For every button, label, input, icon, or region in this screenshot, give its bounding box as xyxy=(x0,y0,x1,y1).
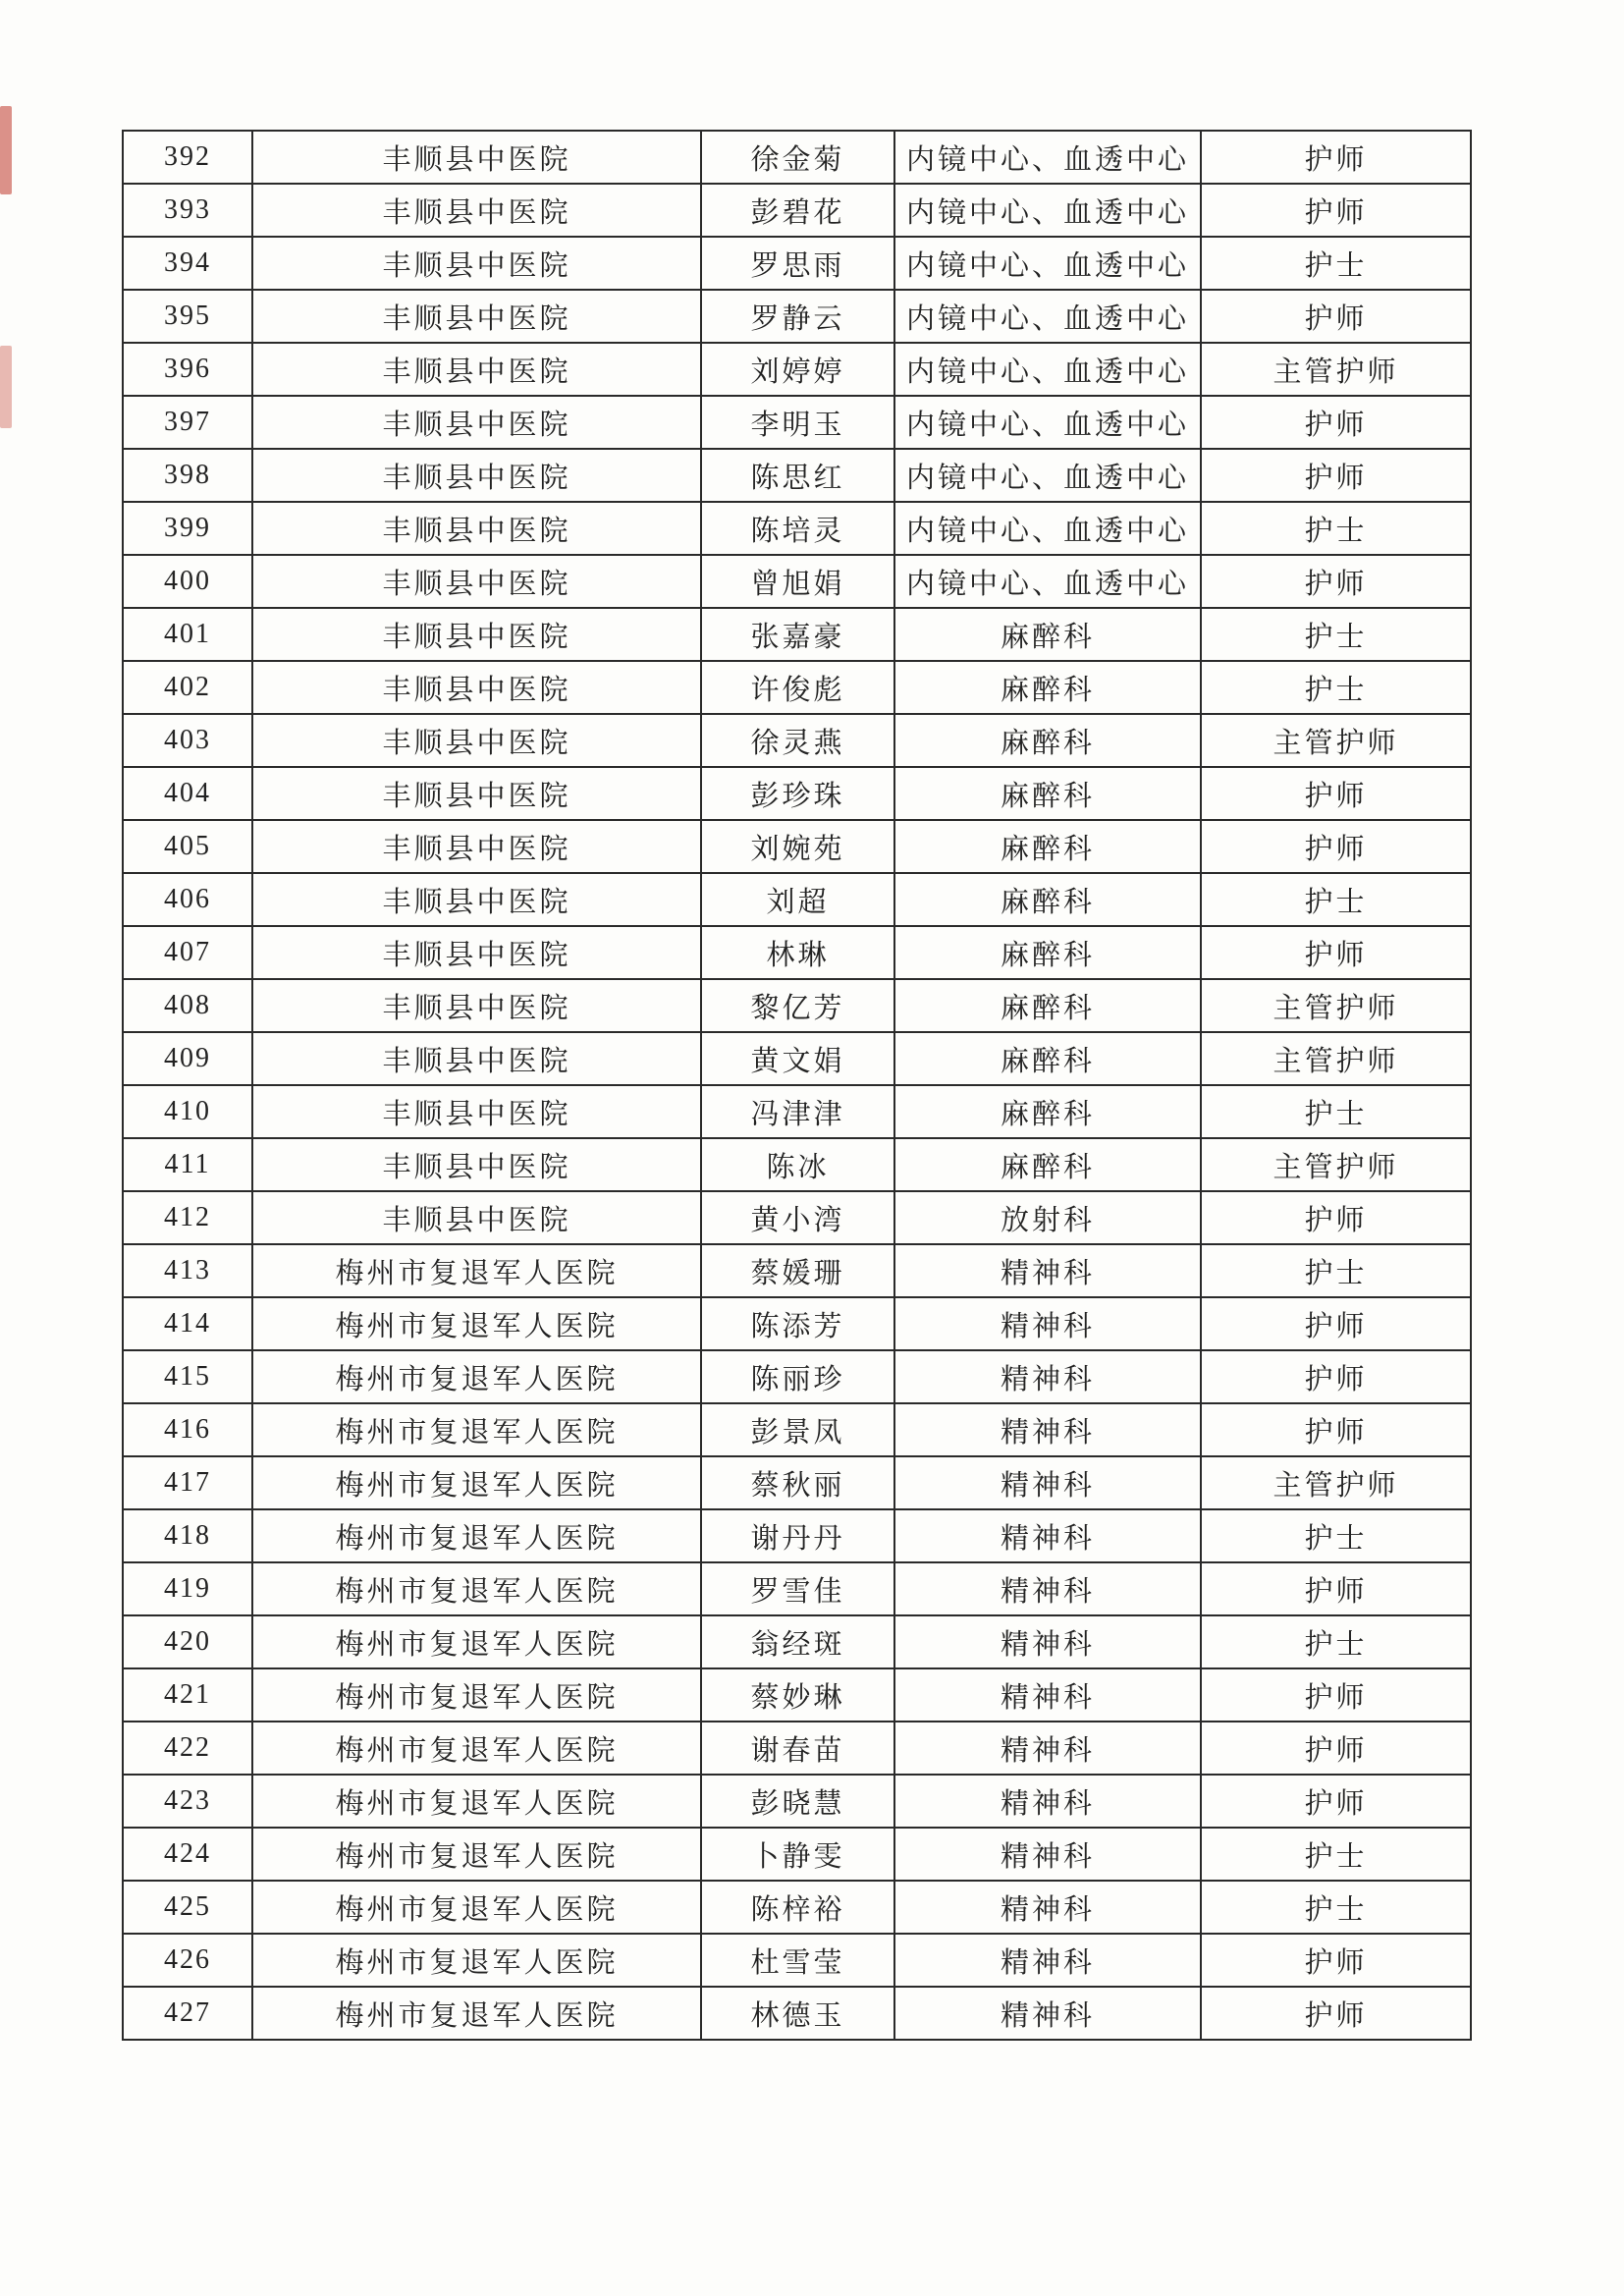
person-name: 杜雪莹 xyxy=(701,1934,894,1987)
row-number: 392 xyxy=(123,131,252,184)
row-number: 395 xyxy=(123,290,252,343)
table-row xyxy=(123,1138,1471,1191)
job-title: 护师 xyxy=(1201,1987,1471,2040)
job-title: 主管护师 xyxy=(1201,979,1471,1032)
hospital-name: 丰顺县中医院 xyxy=(252,290,701,343)
row-number: 423 xyxy=(123,1775,252,1828)
department: 精神科 xyxy=(894,1828,1201,1881)
person-name: 卜静雯 xyxy=(701,1828,894,1881)
job-title: 护士 xyxy=(1201,661,1471,714)
hospital-name: 丰顺县中医院 xyxy=(252,1138,701,1191)
job-title: 护士 xyxy=(1201,608,1471,661)
row-number: 394 xyxy=(123,237,252,290)
table-row xyxy=(123,1562,1471,1615)
job-title: 护师 xyxy=(1201,820,1471,873)
hospital-name: 梅州市复退军人医院 xyxy=(252,1403,701,1456)
department: 精神科 xyxy=(894,1403,1201,1456)
hospital-name: 丰顺县中医院 xyxy=(252,820,701,873)
department: 精神科 xyxy=(894,1987,1201,2040)
hospital-name: 梅州市复退军人医院 xyxy=(252,1934,701,1987)
table-row xyxy=(123,1297,1471,1350)
job-title: 护师 xyxy=(1201,396,1471,449)
department: 内镜中心、血透中心 xyxy=(894,343,1201,396)
person-name: 黄小湾 xyxy=(701,1191,894,1244)
person-name: 徐灵燕 xyxy=(701,714,894,767)
table-row xyxy=(123,1244,1471,1297)
row-number: 409 xyxy=(123,1032,252,1085)
table-row xyxy=(123,1775,1471,1828)
hospital-name: 丰顺县中医院 xyxy=(252,184,701,237)
person-name: 林琳 xyxy=(701,926,894,979)
row-number: 416 xyxy=(123,1403,252,1456)
seal-edge-mark xyxy=(0,106,12,194)
person-name: 李明玉 xyxy=(701,396,894,449)
job-title: 护师 xyxy=(1201,1350,1471,1403)
department: 内镜中心、血透中心 xyxy=(894,396,1201,449)
row-number: 399 xyxy=(123,502,252,555)
department: 精神科 xyxy=(894,1775,1201,1828)
department: 精神科 xyxy=(894,1509,1201,1562)
hospital-name: 丰顺县中医院 xyxy=(252,1032,701,1085)
job-title: 护师 xyxy=(1201,1934,1471,1987)
job-title: 护士 xyxy=(1201,873,1471,926)
table-row xyxy=(123,502,1471,555)
hospital-name: 丰顺县中医院 xyxy=(252,714,701,767)
person-name: 彭碧花 xyxy=(701,184,894,237)
hospital-name: 梅州市复退军人医院 xyxy=(252,1775,701,1828)
hospital-name: 梅州市复退军人医院 xyxy=(252,1456,701,1509)
job-title: 护师 xyxy=(1201,1668,1471,1722)
department: 精神科 xyxy=(894,1615,1201,1668)
person-name: 陈梓裕 xyxy=(701,1881,894,1934)
table-row xyxy=(123,873,1471,926)
person-name: 张嘉豪 xyxy=(701,608,894,661)
department: 精神科 xyxy=(894,1297,1201,1350)
hospital-name: 丰顺县中医院 xyxy=(252,449,701,502)
job-title: 护师 xyxy=(1201,184,1471,237)
hospital-name: 丰顺县中医院 xyxy=(252,343,701,396)
job-title: 护师 xyxy=(1201,1297,1471,1350)
person-name: 冯津津 xyxy=(701,1085,894,1138)
row-number: 403 xyxy=(123,714,252,767)
job-title: 护师 xyxy=(1201,555,1471,608)
table-row xyxy=(123,237,1471,290)
hospital-name: 梅州市复退军人医院 xyxy=(252,1881,701,1934)
table-row xyxy=(123,131,1471,184)
person-name: 蔡媛珊 xyxy=(701,1244,894,1297)
department: 内镜中心、血透中心 xyxy=(894,555,1201,608)
job-title: 护师 xyxy=(1201,290,1471,343)
table-row xyxy=(123,979,1471,1032)
hospital-name: 丰顺县中医院 xyxy=(252,1085,701,1138)
department: 放射科 xyxy=(894,1191,1201,1244)
department: 精神科 xyxy=(894,1668,1201,1722)
row-number: 410 xyxy=(123,1085,252,1138)
department: 麻醉科 xyxy=(894,1032,1201,1085)
hospital-name: 梅州市复退军人医院 xyxy=(252,1828,701,1881)
job-title: 护师 xyxy=(1201,1191,1471,1244)
table-row xyxy=(123,714,1471,767)
table-row xyxy=(123,1350,1471,1403)
row-number: 411 xyxy=(123,1138,252,1191)
department: 麻醉科 xyxy=(894,820,1201,873)
hospital-name: 梅州市复退军人医院 xyxy=(252,1562,701,1615)
person-name: 陈思红 xyxy=(701,449,894,502)
department: 精神科 xyxy=(894,1934,1201,1987)
row-number: 426 xyxy=(123,1934,252,1987)
hospital-name: 梅州市复退军人医院 xyxy=(252,1987,701,2040)
hospital-name: 丰顺县中医院 xyxy=(252,767,701,820)
person-name: 罗雪佳 xyxy=(701,1562,894,1615)
row-number: 407 xyxy=(123,926,252,979)
job-title: 主管护师 xyxy=(1201,1456,1471,1509)
row-number: 420 xyxy=(123,1615,252,1668)
job-title: 主管护师 xyxy=(1201,1032,1471,1085)
row-number: 393 xyxy=(123,184,252,237)
hospital-name: 丰顺县中医院 xyxy=(252,555,701,608)
hospital-name: 梅州市复退军人医院 xyxy=(252,1244,701,1297)
table-row xyxy=(123,343,1471,396)
person-name: 陈丽珍 xyxy=(701,1350,894,1403)
department: 麻醉科 xyxy=(894,926,1201,979)
job-title: 护士 xyxy=(1201,1828,1471,1881)
hospital-name: 丰顺县中医院 xyxy=(252,131,701,184)
seal-edge-mark xyxy=(0,346,12,428)
person-name: 林德玉 xyxy=(701,1987,894,2040)
job-title: 护士 xyxy=(1201,1244,1471,1297)
person-name: 翁经斑 xyxy=(701,1615,894,1668)
table-row xyxy=(123,1987,1471,2040)
department: 内镜中心、血透中心 xyxy=(894,290,1201,343)
job-title: 护士 xyxy=(1201,1615,1471,1668)
job-title: 主管护师 xyxy=(1201,1138,1471,1191)
person-name: 黄文娟 xyxy=(701,1032,894,1085)
hospital-name: 梅州市复退军人医院 xyxy=(252,1722,701,1775)
person-name: 刘婉苑 xyxy=(701,820,894,873)
table-row xyxy=(123,1403,1471,1456)
row-number: 422 xyxy=(123,1722,252,1775)
table-row xyxy=(123,290,1471,343)
department: 内镜中心、血透中心 xyxy=(894,449,1201,502)
hospital-name: 梅州市复退军人医院 xyxy=(252,1509,701,1562)
department: 麻醉科 xyxy=(894,608,1201,661)
job-title: 护师 xyxy=(1201,1562,1471,1615)
department: 精神科 xyxy=(894,1456,1201,1509)
department: 内镜中心、血透中心 xyxy=(894,131,1201,184)
hospital-name: 梅州市复退军人医院 xyxy=(252,1350,701,1403)
job-title: 护师 xyxy=(1201,767,1471,820)
table-row xyxy=(123,1032,1471,1085)
person-name: 徐金菊 xyxy=(701,131,894,184)
row-number: 404 xyxy=(123,767,252,820)
hospital-name: 丰顺县中医院 xyxy=(252,873,701,926)
person-name: 彭珍珠 xyxy=(701,767,894,820)
row-number: 408 xyxy=(123,979,252,1032)
table-row xyxy=(123,1085,1471,1138)
person-name: 彭景凤 xyxy=(701,1403,894,1456)
person-name: 许俊彪 xyxy=(701,661,894,714)
person-name: 谢丹丹 xyxy=(701,1509,894,1562)
row-number: 413 xyxy=(123,1244,252,1297)
row-number: 398 xyxy=(123,449,252,502)
department: 精神科 xyxy=(894,1350,1201,1403)
row-number: 418 xyxy=(123,1509,252,1562)
table-row xyxy=(123,767,1471,820)
person-name: 罗思雨 xyxy=(701,237,894,290)
row-number: 417 xyxy=(123,1456,252,1509)
row-number: 415 xyxy=(123,1350,252,1403)
department: 麻醉科 xyxy=(894,767,1201,820)
table-row xyxy=(123,1191,1471,1244)
row-number: 424 xyxy=(123,1828,252,1881)
person-name: 刘婷婷 xyxy=(701,343,894,396)
row-number: 427 xyxy=(123,1987,252,2040)
table-row xyxy=(123,1509,1471,1562)
job-title: 主管护师 xyxy=(1201,714,1471,767)
hospital-name: 丰顺县中医院 xyxy=(252,661,701,714)
row-number: 421 xyxy=(123,1668,252,1722)
row-number: 402 xyxy=(123,661,252,714)
table-row xyxy=(123,1881,1471,1934)
job-title: 护士 xyxy=(1201,502,1471,555)
person-name: 蔡秋丽 xyxy=(701,1456,894,1509)
hospital-name: 丰顺县中医院 xyxy=(252,926,701,979)
department: 麻醉科 xyxy=(894,1085,1201,1138)
row-number: 412 xyxy=(123,1191,252,1244)
row-number: 425 xyxy=(123,1881,252,1934)
table-row xyxy=(123,396,1471,449)
row-number: 401 xyxy=(123,608,252,661)
table-row xyxy=(123,449,1471,502)
job-title: 护师 xyxy=(1201,1722,1471,1775)
table-row xyxy=(123,820,1471,873)
job-title: 护师 xyxy=(1201,449,1471,502)
hospital-name: 丰顺县中医院 xyxy=(252,396,701,449)
nurse-roster-table xyxy=(122,130,1472,2041)
department: 精神科 xyxy=(894,1881,1201,1934)
job-title: 护士 xyxy=(1201,1881,1471,1934)
job-title: 护师 xyxy=(1201,1775,1471,1828)
table-row xyxy=(123,1668,1471,1722)
row-number: 397 xyxy=(123,396,252,449)
table-row xyxy=(123,1722,1471,1775)
job-title: 护士 xyxy=(1201,237,1471,290)
table-row xyxy=(123,1828,1471,1881)
job-title: 护士 xyxy=(1201,1509,1471,1562)
row-number: 396 xyxy=(123,343,252,396)
department: 精神科 xyxy=(894,1244,1201,1297)
department: 内镜中心、血透中心 xyxy=(894,237,1201,290)
table-row xyxy=(123,661,1471,714)
person-name: 曾旭娟 xyxy=(701,555,894,608)
person-name: 陈冰 xyxy=(701,1138,894,1191)
table-row xyxy=(123,1456,1471,1509)
hospital-name: 丰顺县中医院 xyxy=(252,237,701,290)
person-name: 彭晓慧 xyxy=(701,1775,894,1828)
hospital-name: 丰顺县中医院 xyxy=(252,608,701,661)
table-row xyxy=(123,184,1471,237)
job-title: 主管护师 xyxy=(1201,343,1471,396)
hospital-name: 丰顺县中医院 xyxy=(252,1191,701,1244)
table-row xyxy=(123,926,1471,979)
roster-body xyxy=(123,131,1471,2040)
department: 麻醉科 xyxy=(894,1138,1201,1191)
person-name: 谢春苗 xyxy=(701,1722,894,1775)
hospital-name: 丰顺县中医院 xyxy=(252,979,701,1032)
person-name: 蔡妙琳 xyxy=(701,1668,894,1722)
department: 精神科 xyxy=(894,1562,1201,1615)
person-name: 罗静云 xyxy=(701,290,894,343)
department: 麻醉科 xyxy=(894,979,1201,1032)
person-name: 陈培灵 xyxy=(701,502,894,555)
person-name: 陈添芳 xyxy=(701,1297,894,1350)
job-title: 护师 xyxy=(1201,1403,1471,1456)
row-number: 405 xyxy=(123,820,252,873)
row-number: 406 xyxy=(123,873,252,926)
job-title: 护师 xyxy=(1201,131,1471,184)
job-title: 护士 xyxy=(1201,1085,1471,1138)
row-number: 414 xyxy=(123,1297,252,1350)
hospital-name: 梅州市复退军人医院 xyxy=(252,1668,701,1722)
row-number: 419 xyxy=(123,1562,252,1615)
table-row xyxy=(123,1615,1471,1668)
table-row xyxy=(123,608,1471,661)
person-name: 刘超 xyxy=(701,873,894,926)
department: 内镜中心、血透中心 xyxy=(894,502,1201,555)
department: 麻醉科 xyxy=(894,714,1201,767)
table-row xyxy=(123,1934,1471,1987)
department: 麻醉科 xyxy=(894,661,1201,714)
hospital-name: 丰顺县中医院 xyxy=(252,502,701,555)
hospital-name: 梅州市复退军人医院 xyxy=(252,1615,701,1668)
row-number: 400 xyxy=(123,555,252,608)
department: 精神科 xyxy=(894,1722,1201,1775)
job-title: 护师 xyxy=(1201,926,1471,979)
hospital-name: 梅州市复退军人医院 xyxy=(252,1297,701,1350)
department: 内镜中心、血透中心 xyxy=(894,184,1201,237)
table-row xyxy=(123,555,1471,608)
department: 麻醉科 xyxy=(894,873,1201,926)
person-name: 黎亿芳 xyxy=(701,979,894,1032)
